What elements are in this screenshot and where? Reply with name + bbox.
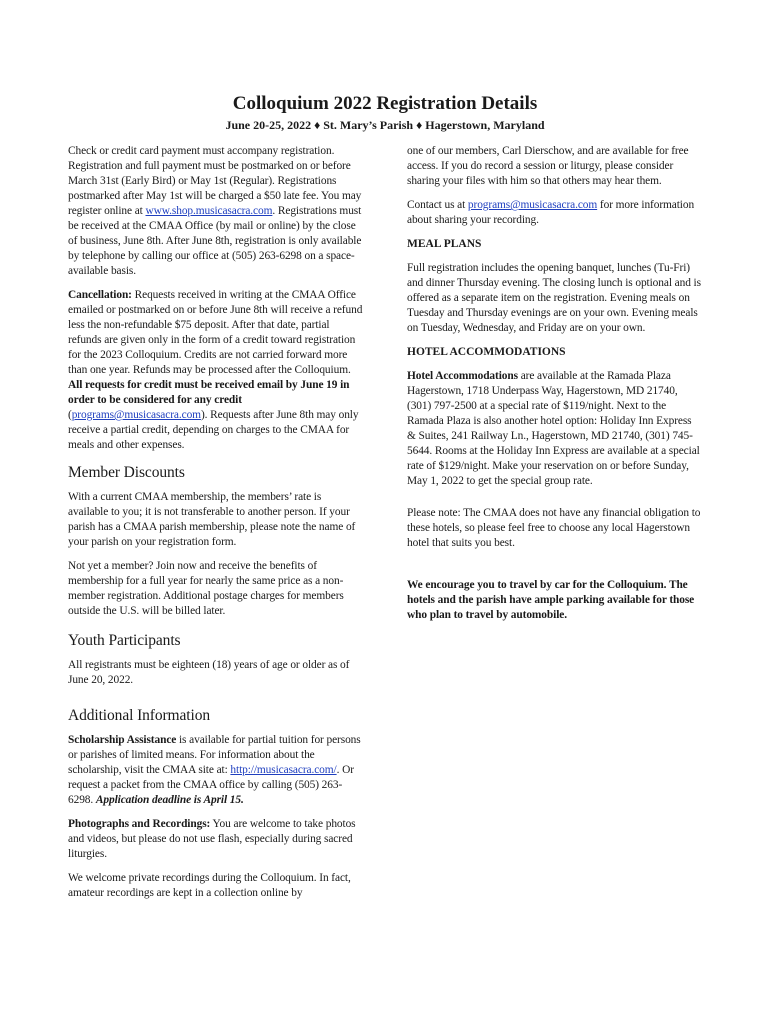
hotel-label: Hotel Accommodations	[407, 370, 518, 382]
spacer	[407, 498, 703, 506]
cancellation-paragraph	[68, 288, 364, 453]
shop-link[interactable]: www.shop.musicasacra.com	[145, 205, 273, 217]
spacer	[407, 560, 703, 578]
page-title: Colloquium 2022 Registration Details	[232, 93, 538, 114]
hotel-text: are available at the Ramada Plaza Hagerstown, 1718 Underpass Way, Hagerstown, MD 21740, (301) 797-2500 at a special rate of $119/night. Next to the Ramada Plaza is also another hotel option: Holiday Inn Express & Suites, 241 Railway Ln., Hagerstown, MD 21740, (301) 745-5644. Rooms at the Holiday Inn Express are available at a special rate of $129/night. Make your reservation on or before Sunday, May 1, 2022 to get the special group rate.	[407, 370, 700, 487]
scholarship-label: Scholarship Assistance	[68, 734, 177, 746]
photos-label: Photographs and Recordings:	[68, 818, 211, 830]
cancellation-text-1: Requests received in writing at the CMAA Office emailed or postmarked on or before June 8th will receive a refund less the non-refundable $75 deposit. After that date, partial refunds are given only in the form of a credit toward registration for the 2023 Colloquium. Credits are not carried forward more than one year. Refunds may be processed after the Colloquium.	[68, 289, 363, 376]
cancellation-bold-notice: All requests for credit must be received email by June 19 in order to be considered for any credit	[68, 379, 350, 406]
scholarship-deadline: Application deadline is April 15.	[95, 794, 244, 806]
travel-notice: We encourage you to travel by car for the Colloquium. The hotels and the parish have ample parking available for those who plan to travel by automobile.	[407, 579, 695, 621]
member-discounts-paragraph-1: With a current CMAA membership, the members’ rate is available to you; it is not transferable to another person. If your parish has a CMAA parish membership, please note the name of your parish on your registration form.	[68, 491, 356, 548]
meal-plans-paragraph: Full registration includes the opening banquet, lunches (Tu-Fri) and dinner Thursday evening. The closing lunch is optional and is offered as a separate item on the registration. Evening meals on Tuesday and Thursday evenings are on your own. Evening meals on Tuesday, Wednesday, and Friday are on your own.	[407, 262, 701, 334]
right-column	[407, 144, 703, 632]
scholarship-paragraph	[68, 733, 364, 808]
page-subtitle: June 20-25, 2022 ♦ St. Mary’s Parish ♦ Hagerstown, Maryland	[225, 118, 545, 132]
registration-text-2: . Registrations must be received at the CMAA Office (by mail or online) by the close of business, June 8th. After June 8th, registration is only available by telephone by calling our office at (505) 263-6298 on a space-available basis.	[68, 205, 362, 277]
musicasacra-site-link[interactable]: http://musicasacra.com/	[230, 764, 337, 776]
hotel-accommodations-heading: HOTEL ACCOMMODATIONS	[407, 346, 566, 358]
cancellation-text-2: (	[68, 409, 72, 421]
hotel-note-paragraph: Please note: The CMAA does not have any financial obligation to these hotels, so please feel free to choose any local Hagerstown hotel that suits you best.	[407, 507, 701, 549]
hotel-paragraph	[407, 369, 703, 489]
member-discounts-paragraph-2: Not yet a member? Join now and receive the benefits of membership for a full year for nearly the same price as a non-member registration. Additional postage charges for members outside the U.S. will be billed later.	[68, 560, 344, 617]
cancellation-text-3: ). Requests after June 8th may only receive a partial credit, depending on charges to the CMAA for meals and other expenses.	[68, 409, 359, 451]
member-discounts-heading: Member Discounts	[68, 464, 185, 481]
cancellation-label: Cancellation:	[68, 289, 132, 301]
scholarship-text-2: . Or request a packet from the CMAA office by calling (505) 263-6298.	[68, 764, 354, 806]
contact-text-2: for more information about sharing your recording.	[407, 199, 695, 226]
photos-text: You are welcome to take photos and videos, but please do not use flash, especially during sacred liturgies.	[68, 818, 356, 860]
cancellation-email-link[interactable]: programs@musicasacra.com	[71, 409, 201, 421]
additional-information-heading: Additional Information	[68, 707, 211, 724]
travel-paragraph	[407, 578, 703, 623]
contact-email-link[interactable]: programs@musicasacra.com	[467, 199, 598, 211]
scholarship-text-1: is available for partial tuition for persons or parishes of limited means. For information about the scholarship, visit the CMAA site at:	[68, 734, 361, 776]
recordings-continued-paragraph: one of our members, Carl Dierschow, and are available for free access. If you do record a session or liturgy, please consider sharing your files with him so that others may hear them.	[407, 145, 689, 187]
contact-paragraph	[407, 198, 703, 228]
registration-paragraph	[68, 144, 364, 279]
youth-participants-paragraph: All registrants must be eighteen (18) years of age or older as of June 20, 2022.	[68, 659, 350, 686]
left-column	[68, 144, 364, 910]
private-recordings-paragraph: We welcome private recordings during the Colloquium. In fact, amateur recordings are kept in a collection online by	[68, 872, 351, 899]
registration-text-1: Check or credit card payment must accompany registration. Registration and full payment must be postmarked on or before March 31st (Early Bird) or May 1st (Regular). Registrations postmarked after May 1st will be charged a $50 late fee. You may register online at	[68, 145, 362, 217]
contact-text-1: Contact us at	[407, 199, 468, 211]
photos-paragraph	[68, 817, 364, 862]
meal-plans-heading: MEAL PLANS	[407, 238, 482, 250]
youth-participants-heading: Youth Participants	[68, 632, 181, 649]
